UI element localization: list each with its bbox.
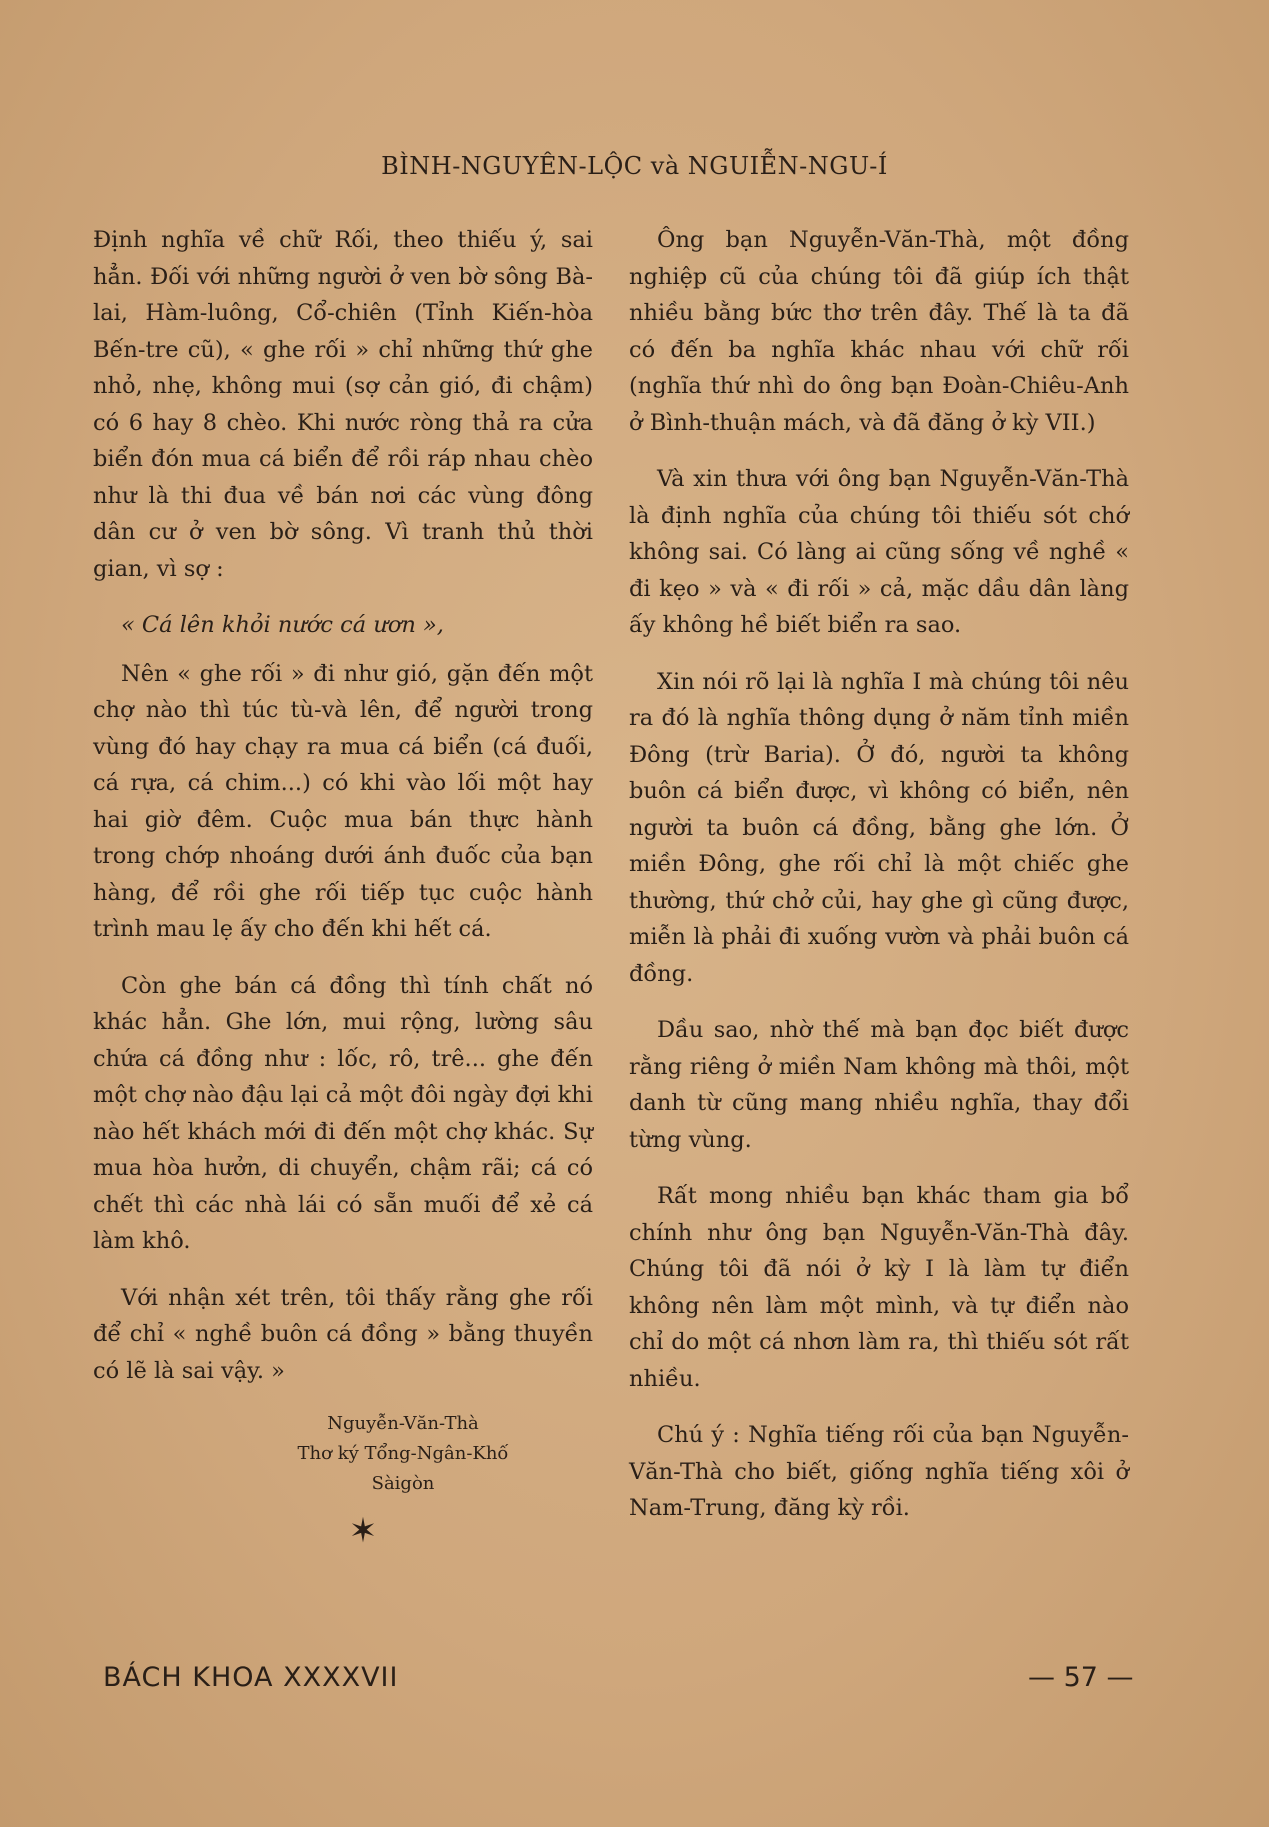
signature-name: Nguyễn-Văn-Thà [327, 1413, 479, 1434]
signature-block [93, 1409, 593, 1499]
left-paragraph-1: Định nghĩa về chữ Rối, theo thiếu ý, sai hẳn. Đối với những người ở ven bờ sông Bà-lai, Hàm-luông, Cổ-chiên (Tỉnh Kiến-hòa Bến-tre cũ), « ghe rối » chỉ những thứ ghe nhỏ, nhẹ, không mui (sợ cản gió, đi chậm) có 6 hay 8 chèo. Khi nước ròng thả ra cửa biển đón mua cá biển để rồi ráp nhau chèo như là thi đua về bán nơi các vùng đông dân cư ở ven bờ sông. Vì tranh thủ thời gian, vì sợ : [93, 227, 593, 582]
left-quote: « Cá lên khỏi nước cá ươn », [121, 612, 444, 638]
star-ornament: ✶ [348, 1511, 378, 1551]
right-paragraph-5: Rất mong nhiều bạn khác tham gia bổ chính như ông bạn Nguyễn-Văn-Thà đây. Chúng tôi đã nói ở kỳ I là làm tự điển không nên làm một mình, và tự điển nào chỉ do một cá nhơn làm ra, thì thiếu sót rất nhiều. [629, 1183, 1129, 1392]
left-paragraph-2: Nên « ghe rối » đi như gió, gặn đến một chợ nào thì túc tù-và lên, để người trong vùng đó hay chạy ra mua cá biển (cá đuối, cá rựa, cá chim...) có khi vào lối một hay hai giờ đêm. Cuộc mua bán thực hành trong chớp nhoáng dưới ánh đuốc của bạn hàng, để rồi ghe rối tiếp tục cuộc hành trình mau lẹ ấy cho đến khi hết cá. [93, 660, 593, 942]
signature-title: Thơ ký Tổng-Ngân-Khố [297, 1443, 509, 1464]
magazine-title: BÁCH KHOA XXXXVII [103, 1662, 399, 1693]
right-column [629, 222, 1129, 1547]
left-paragraph-4: Với nhận xét trên, tôi thấy rằng ghe rối để chỉ « nghề buôn cá đồng » bằng thuyền có lẽ là sai vậy. » [93, 1284, 593, 1384]
page-number: — 57 — [1028, 1662, 1134, 1693]
left-paragraph-3: Còn ghe bán cá đồng thì tính chất nó khác hẳn. Ghe lớn, mui rộng, lường sâu chứa cá đồng như : lốc, rô, trê... ghe đến một chợ nào đậu lại cả một đôi ngày đợi khi nào hết khách mới đi đến một chợ khác. Sự mua hòa hưởn, di chuyển, chậm rãi; cá có chết thì các nhà lái có sẵn muối để xẻ cá làm khô. [93, 972, 593, 1254]
left-column [93, 222, 593, 1550]
right-paragraph-1: Ông bạn Nguyễn-Văn-Thà, một đồng nghiệp cũ của chúng tôi đã giúp ích thật nhiều bằng bức thơ trên đây. Thế là ta đã có đến ba nghĩa khác nhau với chữ rối (nghĩa thứ nhì do ông bạn Đoàn-Chiêu-Anh ở Bình-thuận mách, và đã đăng ở kỳ VII.) [629, 227, 1129, 436]
right-paragraph-3: Xin nói rõ lại là nghĩa I mà chúng tôi nêu ra đó là nghĩa thông dụng ở năm tỉnh miền Đông (trừ Baria). Ở đó, người ta không buôn cá biển được, vì không có biển, nên người ta buôn cá đồng, bằng ghe lớn. Ở miền Đông, ghe rối chỉ là một chiếc ghe thường, thứ chở củi, hay ghe gì cũng được, miễn là phải đi xuống vườn và phải buôn cá đồng. [629, 668, 1129, 987]
right-paragraph-2: Và xin thưa với ông bạn Nguyễn-Văn-Thà là định nghĩa của chúng tôi thiếu sót chớ không sai. Có làng ai cũng sống về nghề « đi kẹo » và « đi rối » cả, mặc dầu dân làng ấy không hề biết biển ra sao. [629, 466, 1129, 638]
page-header: BÌNH-NGUYÊN-LỘC và NGUIỄN-NGU-Í [381, 152, 888, 180]
right-paragraph-4: Dầu sao, nhờ thế mà bạn đọc biết được rằng riêng ở miền Nam không mà thôi, một danh từ cũng mang nhiều nghĩa, thay đổi từng vùng. [629, 1017, 1129, 1153]
signature-place: Sàigòn [371, 1473, 435, 1494]
right-paragraph-6: Chú ý : Nghĩa tiếng rối của bạn Nguyễn-Văn-Thà cho biết, giống nghĩa tiếng xôi ở Nam-Trung, đăng kỳ rồi. [629, 1422, 1129, 1521]
